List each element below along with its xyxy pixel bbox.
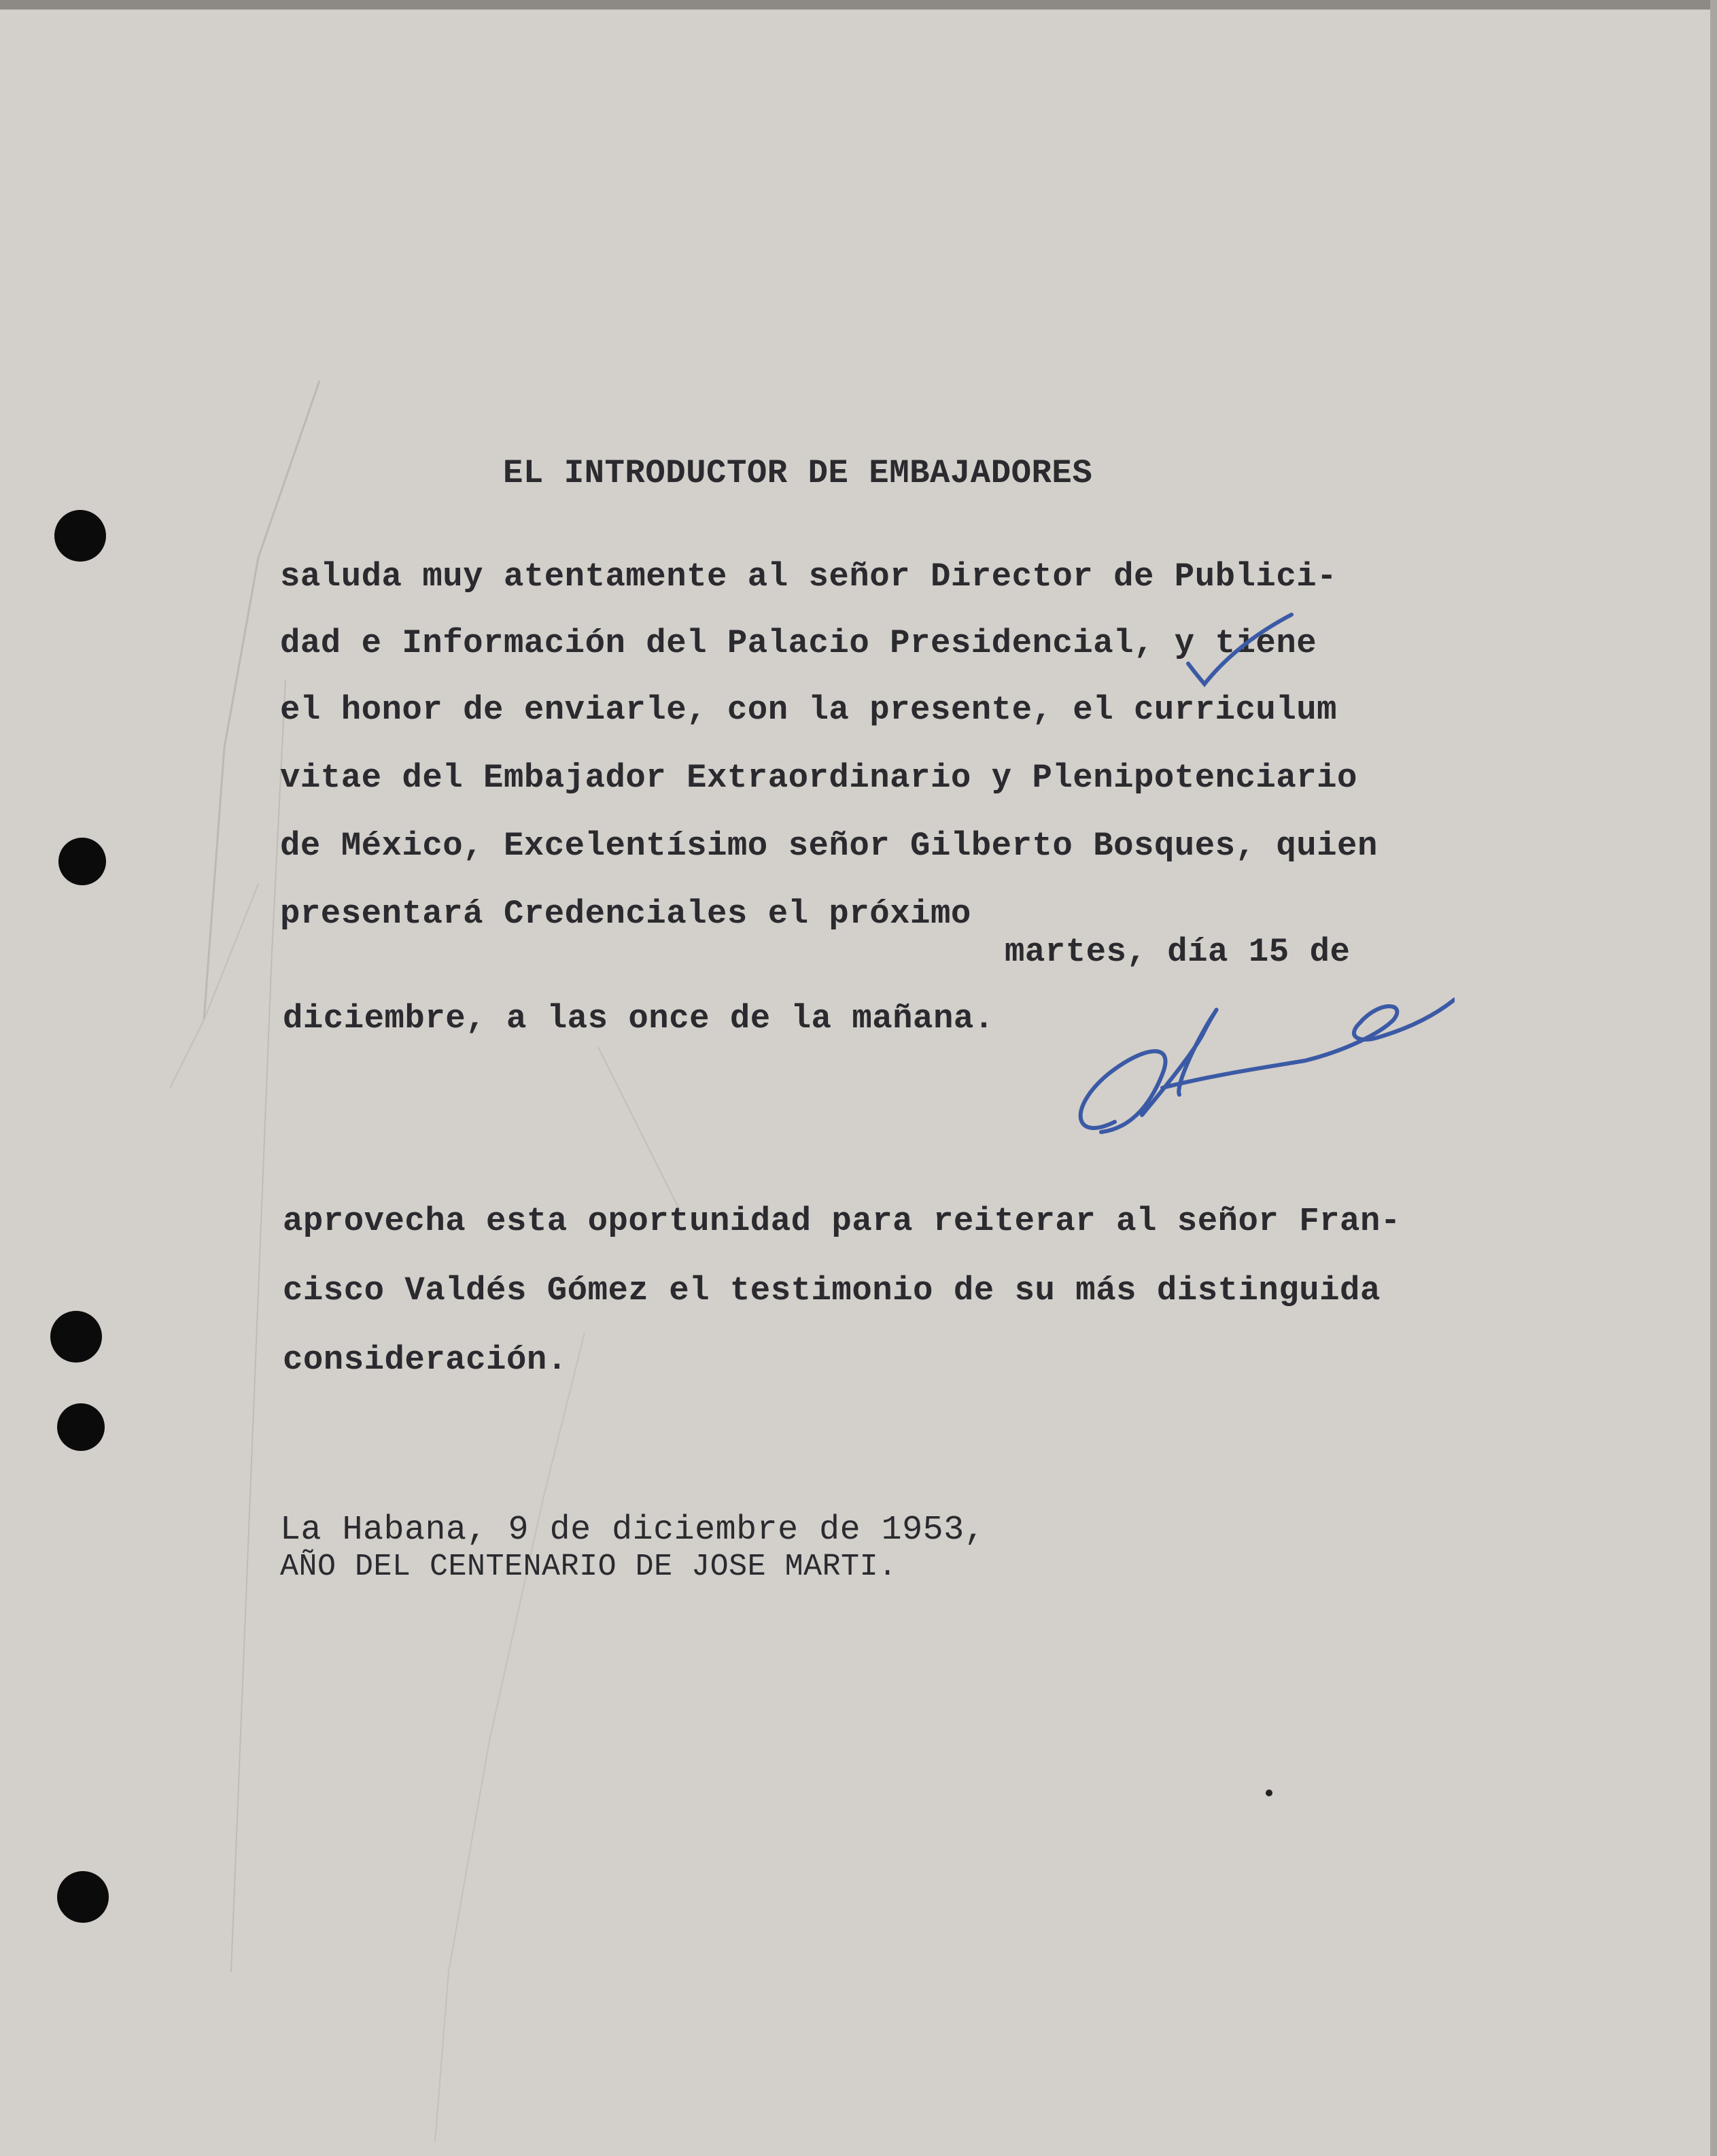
place-date: La Habana, 9 de diciembre de 1953,: [280, 1511, 986, 1550]
body-line: saluda muy atentamente al señor Director de Publici-: [280, 558, 1338, 596]
body-line: el honor de enviarle, con la presente, el curriculum: [280, 691, 1338, 729]
closing-line: consideración.: [283, 1341, 568, 1379]
binder-hole: [50, 1311, 102, 1363]
date-line: diciembre, a las once de la mañana.: [283, 999, 994, 1038]
check-mark-icon: [1176, 609, 1298, 691]
body-line: de México, Excelentísimo señor Gilberto Bosques, quien: [280, 827, 1378, 865]
binder-hole: [57, 1871, 109, 1923]
body-line: vitae del Embajador Extraordinario y Plenipotenciario: [280, 759, 1357, 797]
binder-hole: [54, 510, 106, 562]
binder-hole: [58, 838, 106, 885]
continuation-line: martes, día 15 de: [1005, 933, 1351, 971]
binder-hole: [57, 1403, 105, 1451]
closing-line: cisco Valdés Gómez el testimonio de su más distinguida: [283, 1271, 1381, 1310]
year-motto: AÑO DEL CENTENARIO DE JOSE MARTI.: [280, 1550, 897, 1584]
body-line: dad e Información del Palacio Presidencial, y tiene: [280, 624, 1317, 662]
body-line: presentará Credenciales el próximo: [280, 895, 971, 933]
letter-heading: EL INTRODUCTOR DE EMBAJADORES: [503, 454, 1093, 492]
closing-line: aprovecha esta oportunidad para reiterar al señor Fran-: [283, 1202, 1401, 1240]
ink-speck: [1266, 1790, 1272, 1796]
signature-icon: [1060, 959, 1455, 1149]
